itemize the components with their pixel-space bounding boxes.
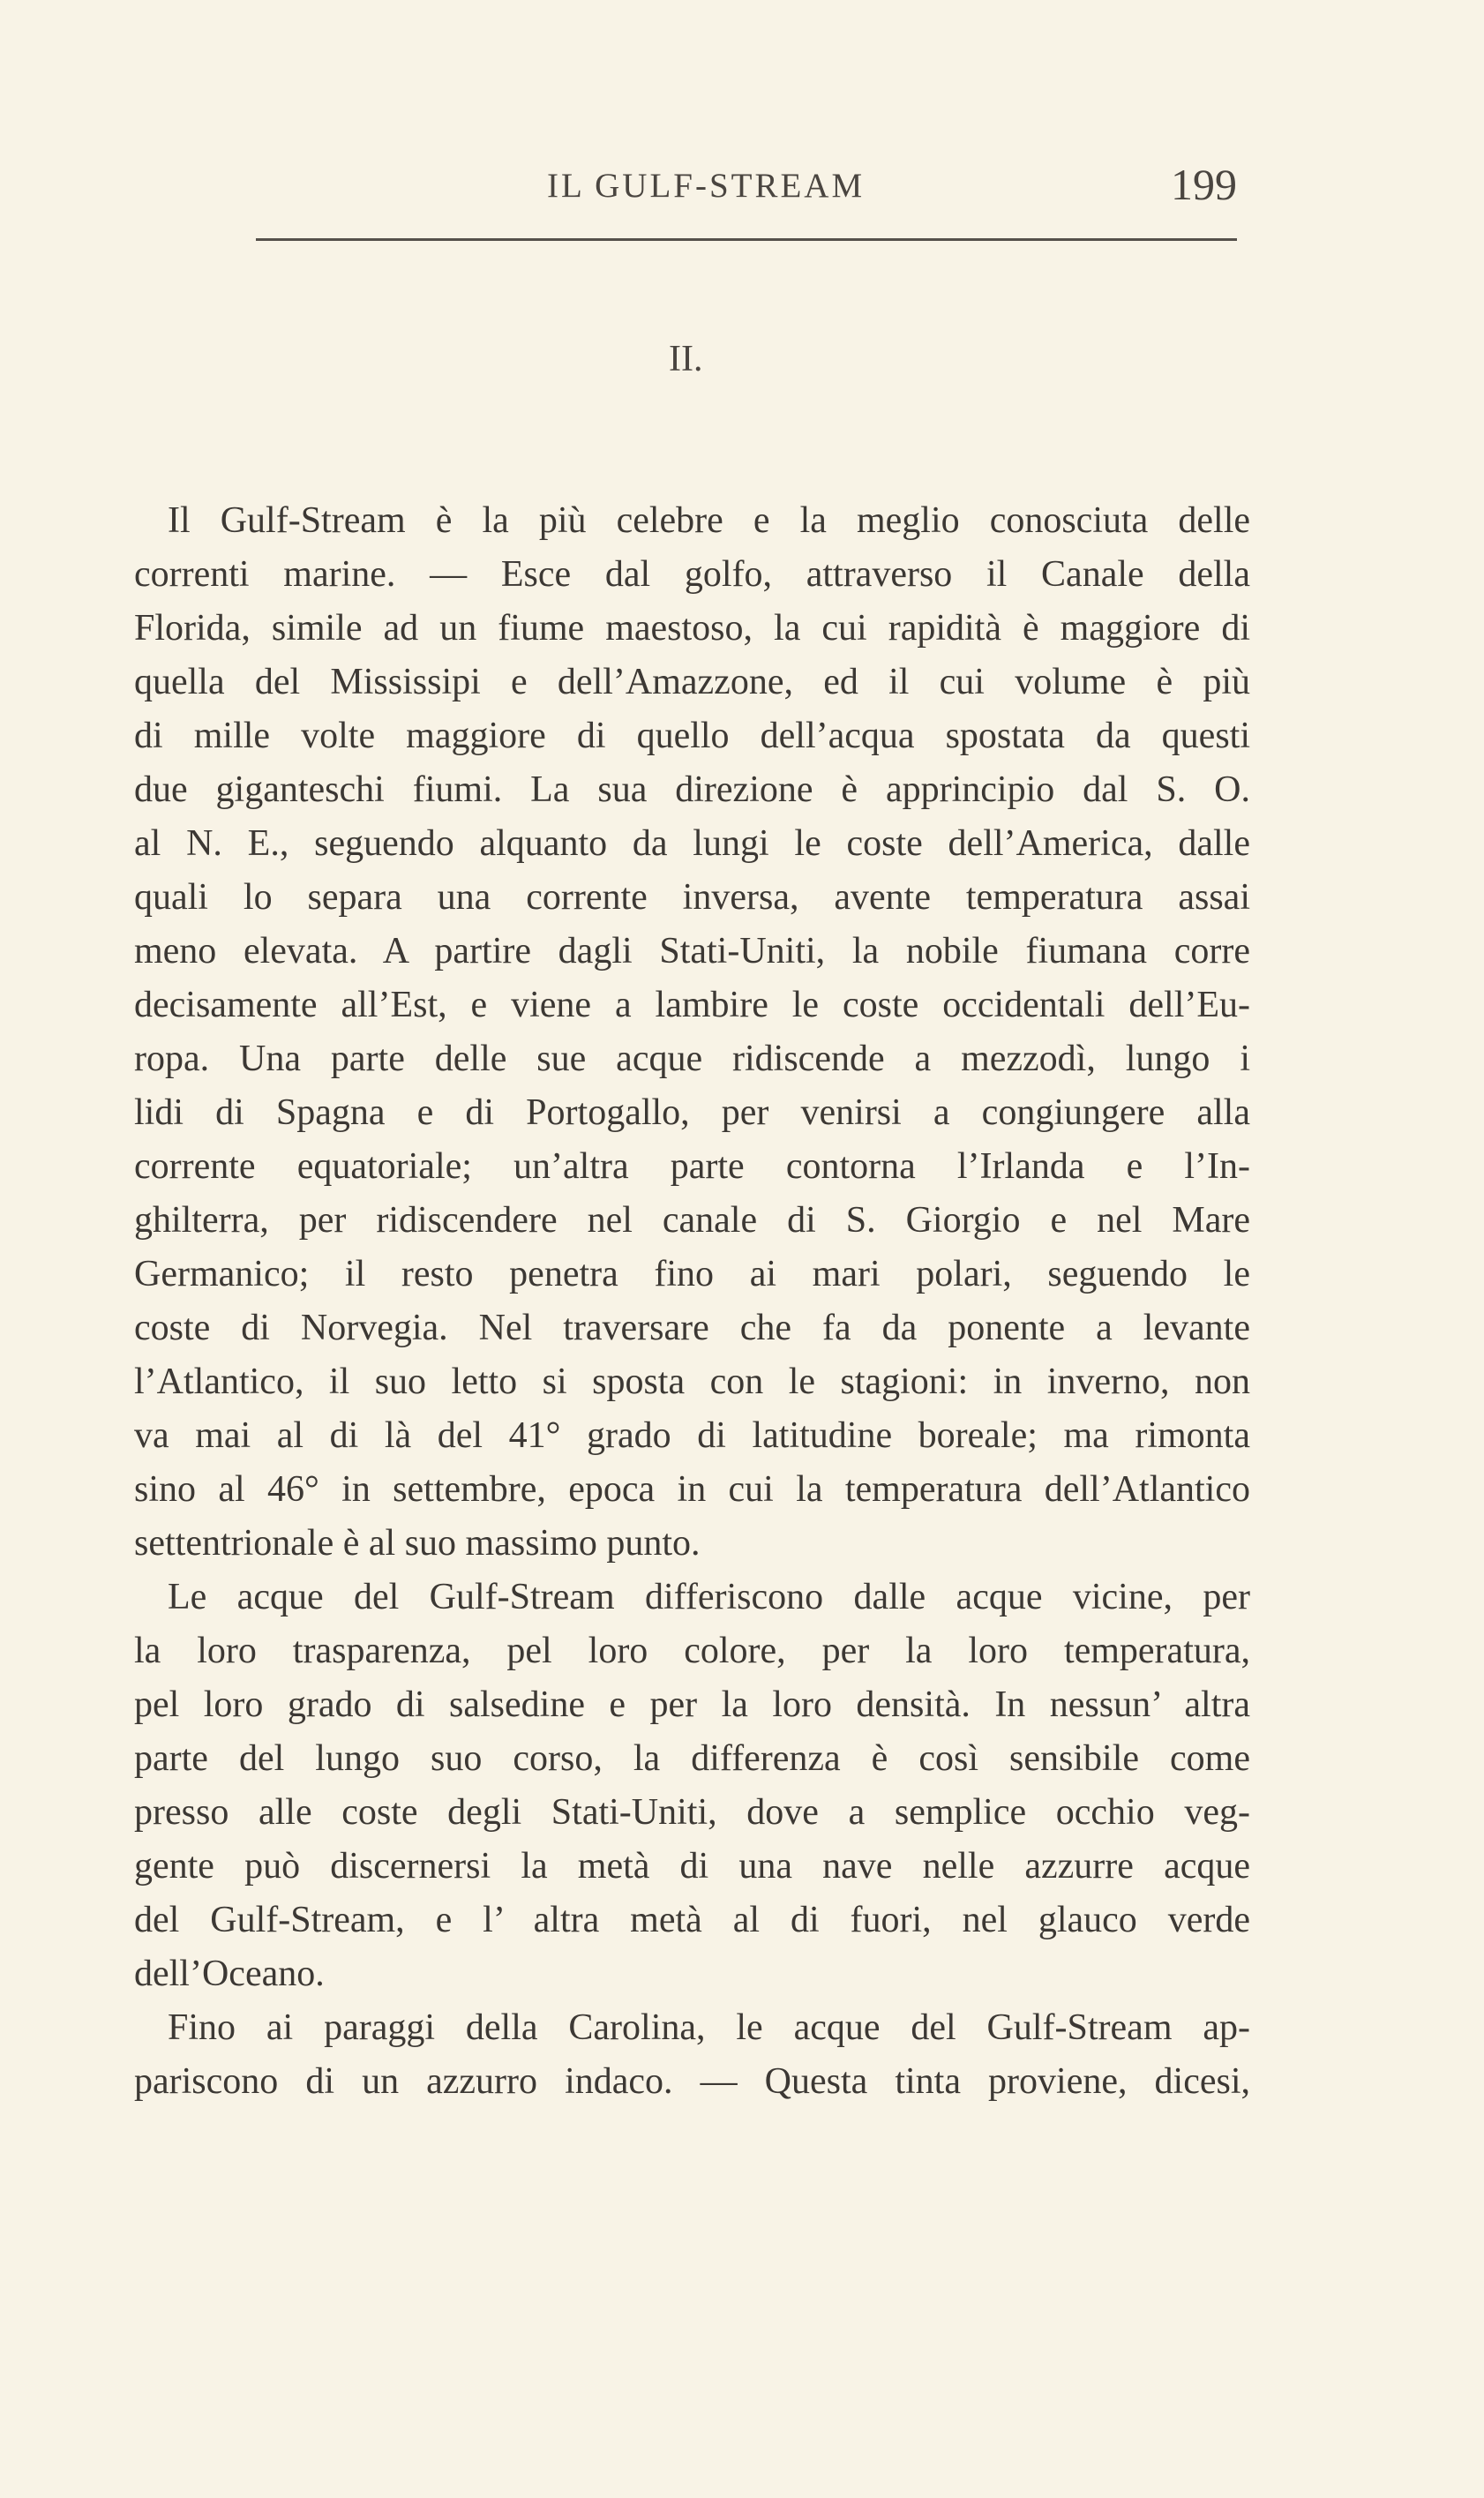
text-line: coste di Norvegia. Nel traversare che fa da ponente a levante <box>134 1308 1250 1348</box>
text-line: due giganteschi fiumi. La sua direzione è apprincipio dal S. O. <box>134 769 1250 810</box>
text-line: gente può discernersi la metà di una nave nelle azzurre acque <box>134 1846 1250 1887</box>
text-line: ropa. Una parte delle sue acque ridiscende a mezzodì, lungo i <box>134 1039 1250 1079</box>
text-line: presso alle coste degli Stati-Uniti, dove a semplice occhio veg- <box>134 1792 1250 1833</box>
text-line: decisamente all’Est, e viene a lambire le coste occidentali dell’Eu- <box>134 985 1250 1025</box>
page-number: 199 <box>1171 160 1237 209</box>
text-line: parte del lungo suo corso, la differenza è così sensibile come <box>134 1738 1250 1779</box>
text-line: Le acque del Gulf-Stream differiscono dalle acque vicine, per <box>168 1577 1250 1617</box>
text-line: lidi di Spagna e di Portogallo, per venirsi a congiungere alla <box>134 1092 1250 1133</box>
paragraph-2 <box>134 1571 1250 2001</box>
text-line: la loro trasparenza, pel loro colore, per la loro temperatura, <box>134 1631 1250 1671</box>
text-line: del Gulf-Stream, e l’ altra metà al di fuori, nel glauco verde <box>134 1900 1250 1940</box>
text-line: quella del Mississipi e dell’Amazzone, ed il cui volume è più <box>134 662 1250 702</box>
text-line: dell’Oceano. <box>134 1954 325 1994</box>
text-line: l’Atlantico, il suo letto si sposta con le stagioni: in inverno, non <box>134 1362 1250 1402</box>
text-line: Il Gulf-Stream è la più celebre e la meglio conosciuta delle <box>168 500 1250 541</box>
text-line: correnti marine. — Esce dal golfo, attraverso il Canale della <box>134 554 1250 595</box>
section-numeral: II. <box>669 339 703 379</box>
text-line: pariscono di un azzurro indaco. — Questa tinta proviene, dicesi, <box>134 2061 1250 2102</box>
text-line: va mai al di là del 41° grado di latitudine boreale; ma rimonta <box>134 1415 1250 1456</box>
running-title: IL GULF-STREAM <box>547 167 866 205</box>
running-header <box>256 157 1237 219</box>
header-rule <box>256 238 1237 241</box>
text-line: di mille volte maggiore di quello dell’acqua spostata da questi <box>134 716 1250 756</box>
text-line: al N. E., seguendo alquanto da lungi le coste dell’America, dalle <box>134 823 1250 864</box>
text-line: sino al 46° in settembre, epoca in cui la temperatura dell’Atlantico <box>134 1469 1250 1510</box>
text-line: corrente equatoriale; un’altra parte contorna l’Irlanda e l’In- <box>134 1146 1250 1187</box>
text-line: meno elevata. A partire dagli Stati-Uniti, la nobile fiumana corre <box>134 931 1250 971</box>
text-line: Fino ai paraggi della Carolina, le acque del Gulf-Stream ap- <box>168 2007 1250 2048</box>
body-text <box>134 494 1250 2109</box>
text-line: Florida, simile ad un fiume maestoso, la cui rapidità è maggiore di <box>134 608 1250 649</box>
text-line: settentrionale è al suo massimo punto. <box>134 1523 701 1564</box>
paragraph-3 <box>134 2001 1250 2109</box>
text-line: ghilterra, per ridiscendere nel canale di S. Giorgio e nel Mare <box>134 1200 1250 1241</box>
text-line: pel loro grado di salsedine e per la loro densità. In nessun’ altra <box>134 1684 1250 1725</box>
text-line: quali lo separa una corrente inversa, avente temperatura assai <box>134 877 1250 918</box>
text-line: Germanico; il resto penetra fino ai mari polari, seguendo le <box>134 1254 1250 1294</box>
paragraph-1 <box>134 494 1250 1571</box>
